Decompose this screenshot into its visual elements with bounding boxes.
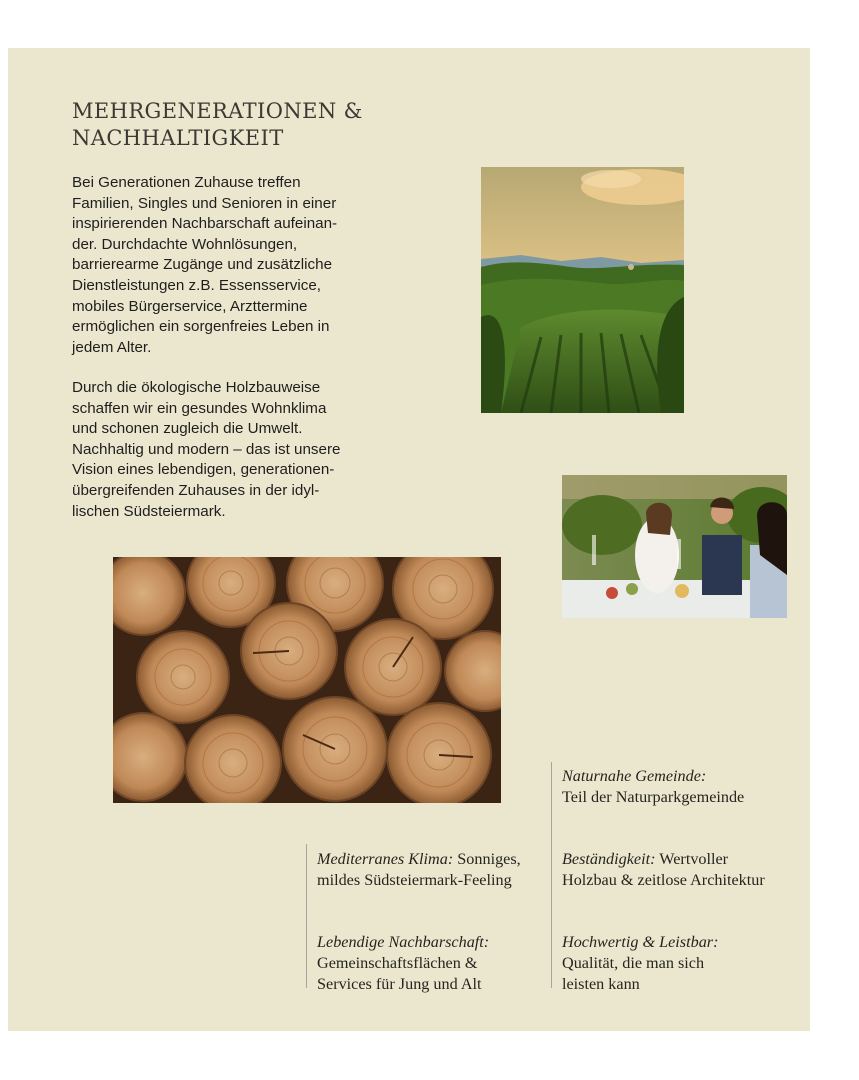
text-line: Vision eines lebendigen, generationen- bbox=[72, 461, 335, 479]
feature-klima bbox=[317, 849, 521, 891]
text-line: Dienstleistungen z.B. Essensservice, bbox=[72, 276, 322, 294]
text-line: ermöglichen ein sorgenfreies Leben in bbox=[72, 318, 330, 336]
intro-paragraph bbox=[72, 173, 364, 358]
feature-label: Lebendige Nachbarschaft: bbox=[317, 933, 490, 951]
feature-text: Holzbau & zeitlose Architektur bbox=[562, 871, 765, 889]
feature-hochwertig bbox=[562, 932, 718, 995]
text-line: barrierearme Zugänge und zusätzliche bbox=[72, 256, 333, 274]
divider-left bbox=[306, 844, 307, 988]
people-dining-photo bbox=[562, 475, 787, 618]
vineyard-photo bbox=[481, 167, 684, 413]
text-line: mobiles Bürgerservice, Arzttermine bbox=[72, 297, 308, 315]
text-line: der. Durchdachte Wohnlösungen, bbox=[72, 235, 298, 253]
text-line: und schonen zugleich die Umwelt. bbox=[72, 420, 303, 438]
feature-naturnahe bbox=[562, 766, 744, 808]
feature-nachbarschaft bbox=[317, 932, 489, 995]
feature-label: Mediterranes Klima: bbox=[317, 850, 454, 868]
text-line: Bei Generationen Zuhause treffen bbox=[72, 174, 301, 191]
feature-label: Hochwertig & Leistbar: bbox=[562, 933, 719, 951]
text-line: Familien, Singles und Senioren in einer bbox=[72, 194, 337, 212]
text-line: jedem Alter. bbox=[72, 338, 152, 356]
feature-text: Services für Jung und Alt bbox=[317, 975, 482, 993]
feature-text: Gemeinschaftsflächen & bbox=[317, 954, 478, 972]
divider-right bbox=[551, 762, 552, 988]
feature-bestaendigkeit bbox=[562, 849, 765, 891]
text-line: inspirierenden Nachbarschaft aufeinan- bbox=[72, 215, 338, 233]
text-line: Durch die ökologische Holzbauweise bbox=[72, 379, 321, 396]
feature-label: Beständigkeit: bbox=[562, 850, 656, 868]
feature-text: leisten kann bbox=[562, 975, 640, 993]
text-line: übergreifenden Zuhauses in der idyl- bbox=[72, 481, 320, 499]
feature-label: Naturnahe Gemeinde: bbox=[562, 767, 707, 785]
feature-text: Wertvoller bbox=[659, 850, 729, 868]
text-line: schaffen wir ein gesundes Wohnklima bbox=[72, 399, 327, 417]
title-line-2: NACHHALTIGKEIT bbox=[72, 126, 284, 150]
feature-text: mildes Südsteiermark-Feeling bbox=[317, 871, 512, 889]
text-line: Nachhaltig und modern – das ist unsere bbox=[72, 440, 341, 458]
feature-text: Sonniges, bbox=[457, 850, 521, 868]
timber-logs-photo bbox=[113, 557, 501, 803]
feature-text: Teil der Naturparkgemeinde bbox=[562, 788, 745, 806]
page-title bbox=[72, 98, 363, 152]
text-line: lischen Südsteiermark. bbox=[72, 502, 226, 520]
title-line-1: MEHRGENERATIONEN & bbox=[72, 99, 363, 123]
sustainability-paragraph bbox=[72, 378, 364, 522]
feature-text: Qualität, die man sich bbox=[562, 954, 705, 972]
